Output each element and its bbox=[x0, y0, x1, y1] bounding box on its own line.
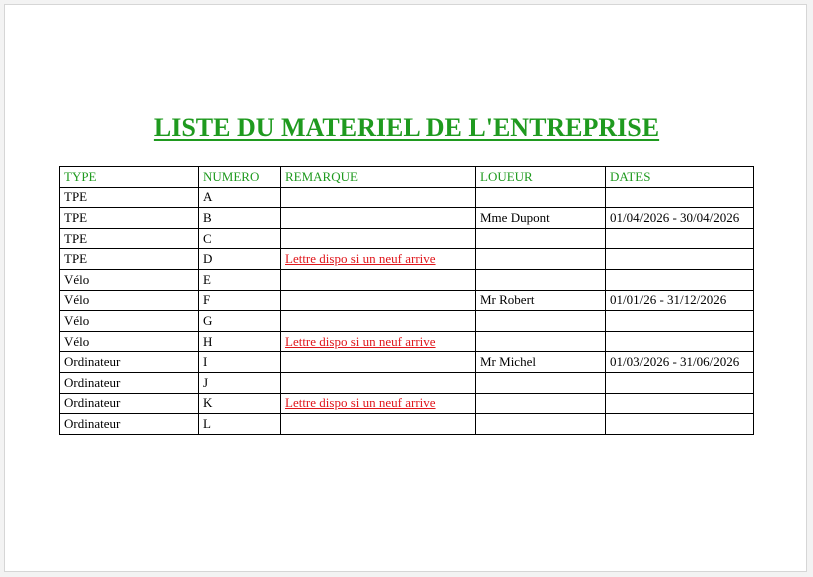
cell-dates bbox=[606, 331, 754, 352]
cell-remarque: Lettre dispo si un neuf arrive bbox=[281, 393, 476, 414]
cell-numero: A bbox=[199, 187, 281, 208]
cell-dates bbox=[606, 372, 754, 393]
cell-type: TPE bbox=[60, 249, 199, 270]
header-loueur: LOUEUR bbox=[476, 167, 606, 188]
cell-numero: B bbox=[199, 208, 281, 229]
cell-dates: 01/03/2026 - 31/06/2026 bbox=[606, 352, 754, 373]
cell-type: Ordinateur bbox=[60, 352, 199, 373]
table-row bbox=[60, 228, 754, 249]
table-row bbox=[60, 414, 754, 435]
cell-numero: E bbox=[199, 269, 281, 290]
cell-remarque bbox=[281, 414, 476, 435]
cell-loueur bbox=[476, 269, 606, 290]
cell-loueur bbox=[476, 414, 606, 435]
table-row bbox=[60, 249, 754, 270]
cell-remarque bbox=[281, 372, 476, 393]
cell-loueur: Mr Michel bbox=[476, 352, 606, 373]
cell-numero: K bbox=[199, 393, 281, 414]
cell-loueur bbox=[476, 249, 606, 270]
table-row bbox=[60, 311, 754, 332]
table-row bbox=[60, 331, 754, 352]
cell-type: Vélo bbox=[60, 331, 199, 352]
cell-remarque bbox=[281, 352, 476, 373]
cell-remarque bbox=[281, 269, 476, 290]
document-title: LISTE DU MATERIEL DE L'ENTREPRISE bbox=[153, 113, 660, 142]
header-dates: DATES bbox=[606, 167, 754, 188]
cell-numero: D bbox=[199, 249, 281, 270]
cell-numero: C bbox=[199, 228, 281, 249]
cell-remarque bbox=[281, 290, 476, 311]
cell-loueur bbox=[476, 187, 606, 208]
cell-remarque bbox=[281, 311, 476, 332]
cell-dates bbox=[606, 311, 754, 332]
table-row bbox=[60, 393, 754, 414]
table-row bbox=[60, 372, 754, 393]
cell-numero: G bbox=[199, 311, 281, 332]
cell-remarque bbox=[281, 187, 476, 208]
cell-dates bbox=[606, 249, 754, 270]
cell-loueur bbox=[476, 372, 606, 393]
cell-type: TPE bbox=[60, 228, 199, 249]
cell-type: TPE bbox=[60, 187, 199, 208]
cell-loueur bbox=[476, 331, 606, 352]
cell-type: TPE bbox=[60, 208, 199, 229]
table-row bbox=[60, 187, 754, 208]
table-row bbox=[60, 290, 754, 311]
cell-remarque bbox=[281, 228, 476, 249]
cell-loueur: Mr Robert bbox=[476, 290, 606, 311]
header-type: TYPE bbox=[60, 167, 199, 188]
cell-dates bbox=[606, 228, 754, 249]
cell-dates: 01/04/2026 - 30/04/2026 bbox=[606, 208, 754, 229]
cell-dates bbox=[606, 187, 754, 208]
cell-loueur: Mme Dupont bbox=[476, 208, 606, 229]
document-page bbox=[4, 4, 807, 572]
cell-type: Ordinateur bbox=[60, 372, 199, 393]
cell-numero: H bbox=[199, 331, 281, 352]
cell-numero: F bbox=[199, 290, 281, 311]
cell-dates bbox=[606, 393, 754, 414]
cell-loueur bbox=[476, 311, 606, 332]
equipment-table bbox=[59, 166, 754, 435]
cell-dates bbox=[606, 269, 754, 290]
table-row bbox=[60, 208, 754, 229]
cell-numero: I bbox=[199, 352, 281, 373]
cell-type: Vélo bbox=[60, 290, 199, 311]
cell-loueur bbox=[476, 228, 606, 249]
table-row bbox=[60, 352, 754, 373]
cell-numero: L bbox=[199, 414, 281, 435]
cell-dates: 01/01/26 - 31/12/2026 bbox=[606, 290, 754, 311]
cell-type: Ordinateur bbox=[60, 393, 199, 414]
header-remarque: REMARQUE bbox=[281, 167, 476, 188]
cell-numero: J bbox=[199, 372, 281, 393]
header-numero: NUMERO bbox=[199, 167, 281, 188]
cell-remarque: Lettre dispo si un neuf arrive bbox=[281, 249, 476, 270]
cell-type: Vélo bbox=[60, 311, 199, 332]
cell-remarque bbox=[281, 208, 476, 229]
cell-type: Vélo bbox=[60, 269, 199, 290]
cell-type: Ordinateur bbox=[60, 414, 199, 435]
cell-loueur bbox=[476, 393, 606, 414]
table-row bbox=[60, 269, 754, 290]
cell-remarque: Lettre dispo si un neuf arrive bbox=[281, 331, 476, 352]
cell-dates bbox=[606, 414, 754, 435]
table-header-row bbox=[60, 167, 754, 188]
